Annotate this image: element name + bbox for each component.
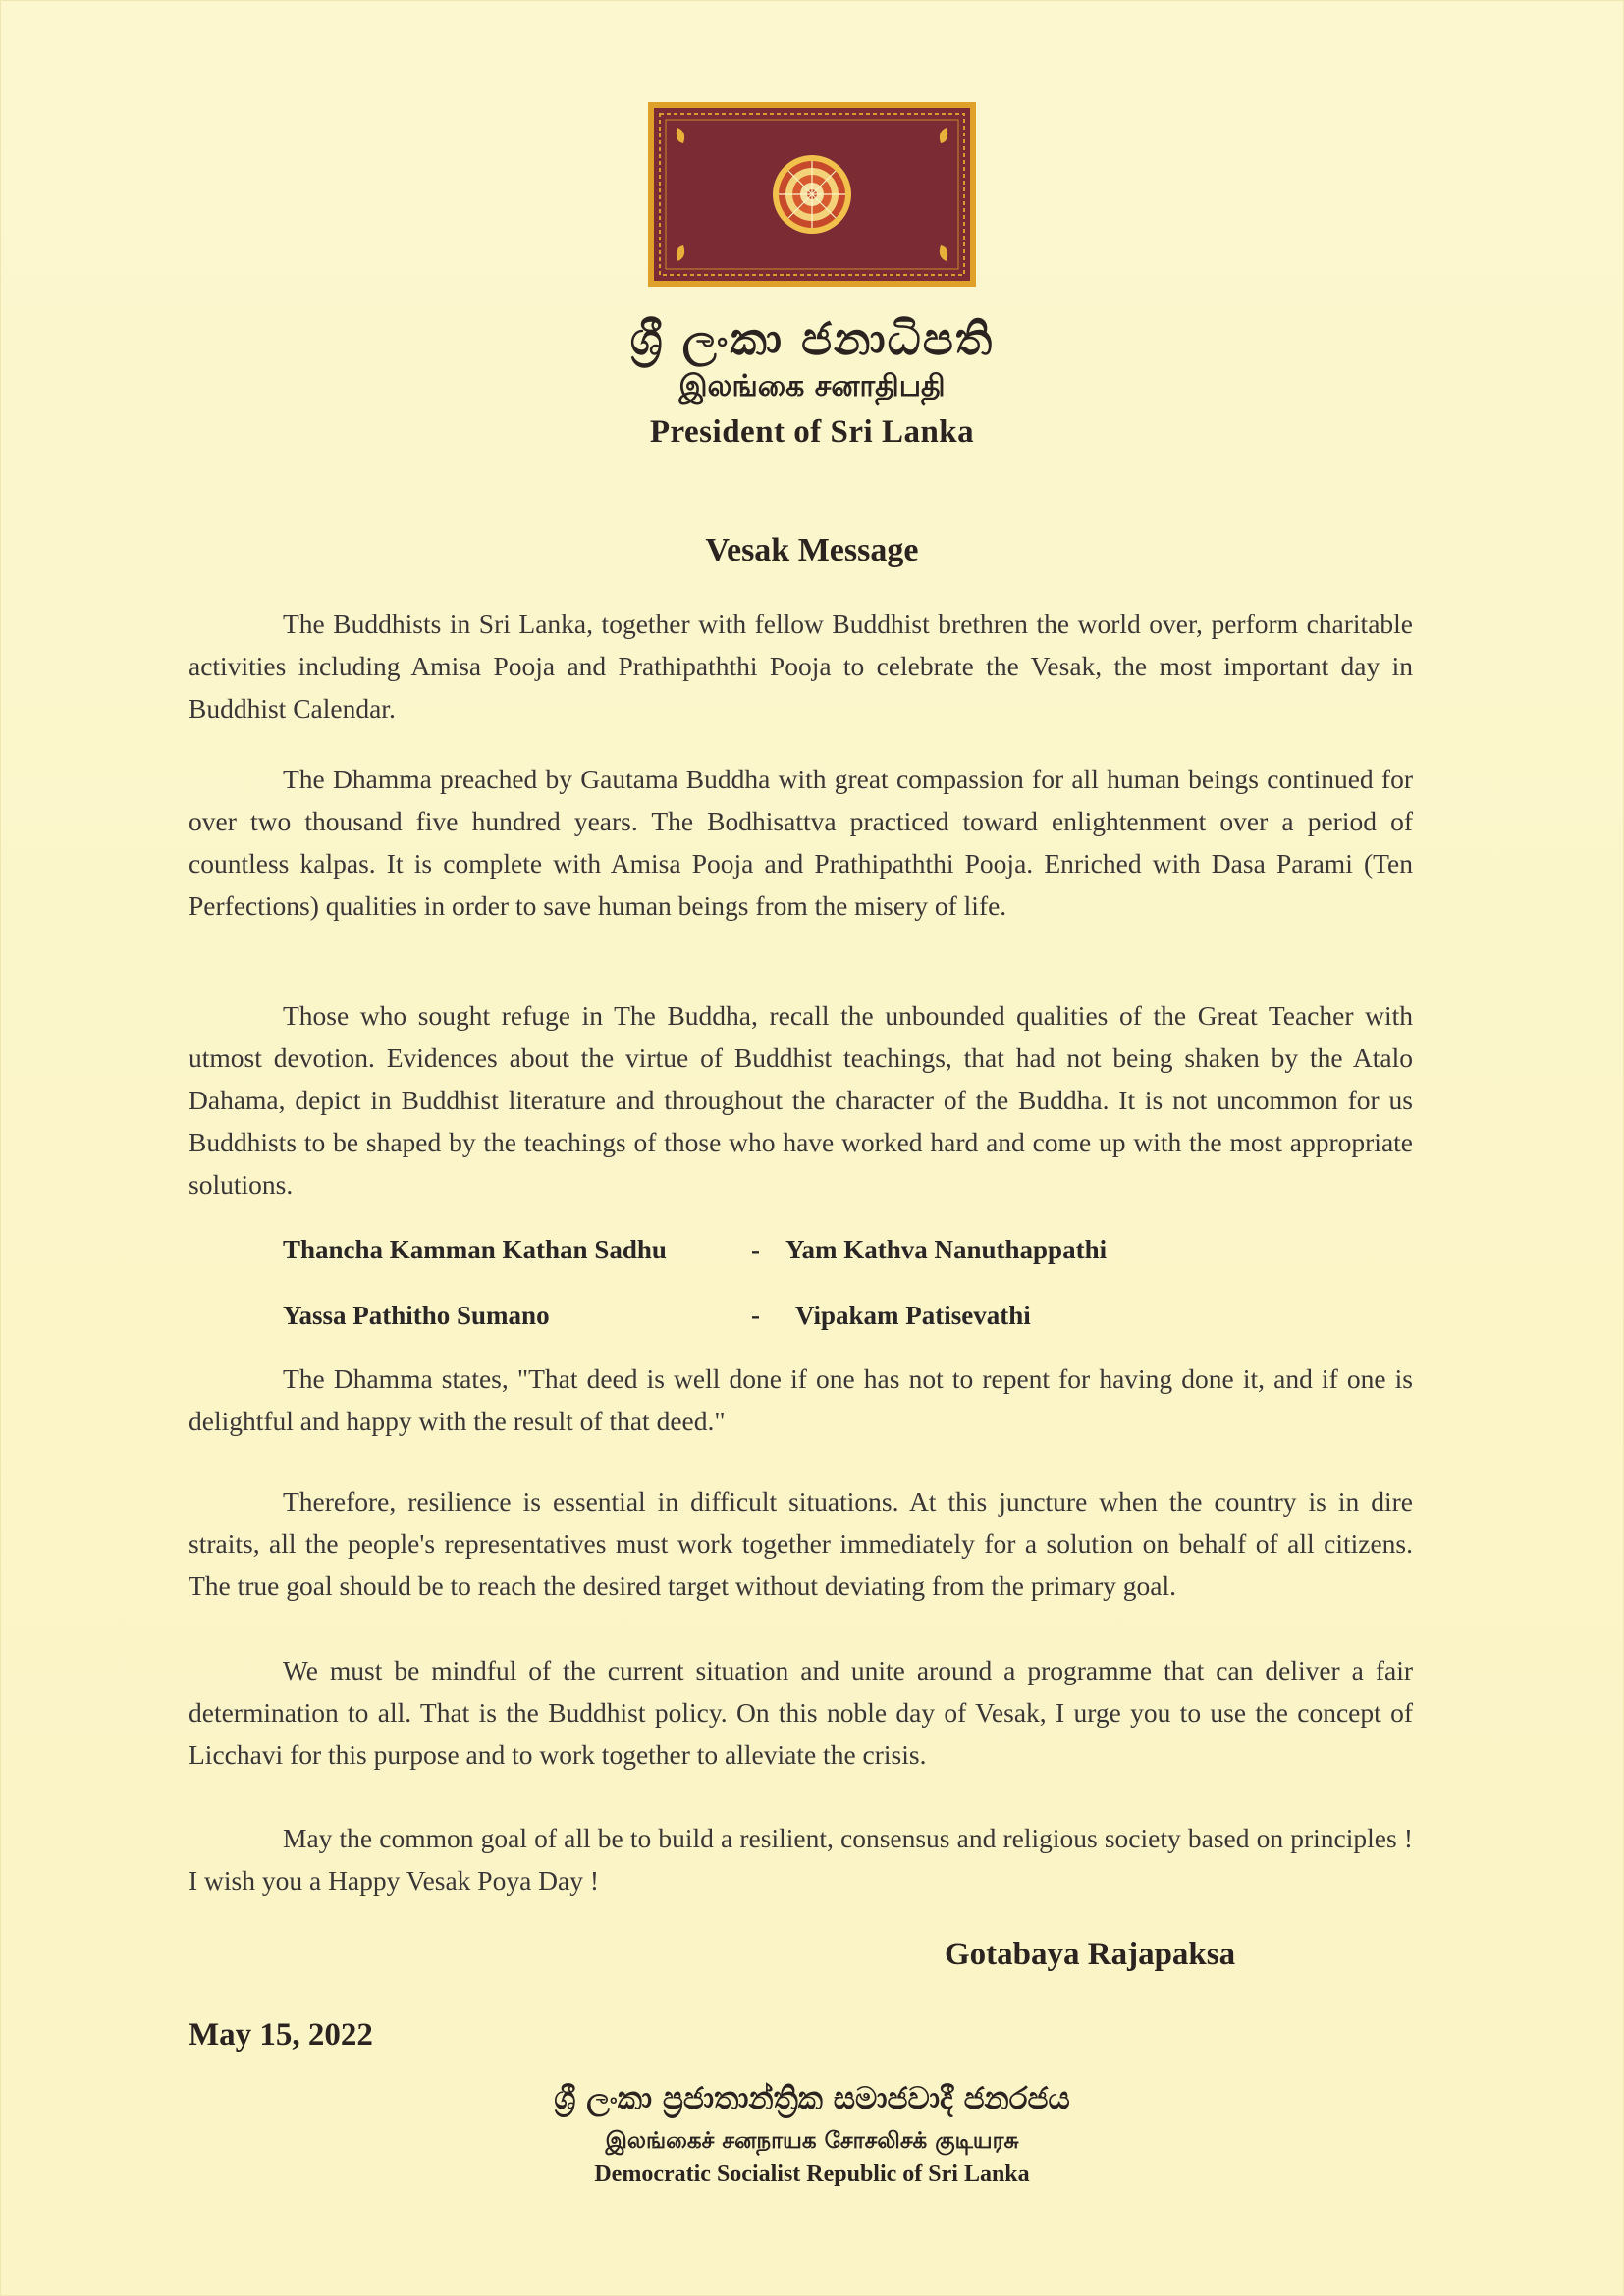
verse-line-1-right: Yam Kathva Nanuthappathi bbox=[785, 1235, 1108, 1264]
paragraph-4: The Dhamma states, "That deed is well done if one has not to repent for having done it, and if one is delightful and happy with the result of that deed." bbox=[189, 1363, 1413, 1436]
letterhead-sinhala: ශ්‍රී ලංකා ජනාධිපති bbox=[629, 312, 995, 365]
letterhead-english: President of Sri Lanka bbox=[649, 414, 975, 450]
paragraph-3: Those who sought refuge in The Buddha, recall the unbounded qualities of the Great Teacher with utmost devotion. Evidences about the virtue of Buddhist teachings, that had not being shaken by the Atalo Dahama, depict in Buddhist literature and throughout the character of the Buddha. It is not uncommon for us Buddhists to be shaped by the teachings of those who have worked hard and come up with the most appropriate solutions. bbox=[189, 1000, 1413, 1200]
letterhead-tamil: இலங்கை சனாதிபதி bbox=[678, 369, 946, 403]
message-title: Vesak Message bbox=[705, 532, 919, 568]
footer-english: Democratic Socialist Republic of Sri Lanka bbox=[594, 2162, 1030, 2187]
verse-line-2-dash: - bbox=[751, 1301, 760, 1330]
footer-sinhala: ශ්‍රී ලංකා ප්‍රජාතාන්ත්‍රික සමාජවාදී ජනරජය bbox=[554, 2081, 1070, 2116]
presidential-flag-emblem bbox=[648, 102, 976, 287]
verse-line-1-left: Thancha Kamman Kathan Sadhu bbox=[283, 1235, 667, 1264]
message-date: May 15, 2022 bbox=[189, 2017, 373, 2053]
verse-line-2-right: Vipakam Patisevathi bbox=[795, 1301, 1031, 1330]
paragraph-7: May the common goal of all be to build a resilient, consensus and religious society based on principles ! I wish you a Happy Vesak Poya Day ! bbox=[189, 1823, 1413, 1896]
footer-tamil: இலங்கைச் சனநாயக சோசலிசக் குடியரசு bbox=[605, 2128, 1019, 2154]
verse-line-1-dash: - bbox=[751, 1235, 760, 1264]
paragraph-5: Therefore, resilience is essential in difficult situations. At this juncture when the country is in dire straits, all the people's representatives must work together immediately for a solution on behalf of all citizens. The true goal should be to reach the desired target without deviating from the primary goal. bbox=[189, 1486, 1413, 1601]
paragraph-6: We must be mindful of the current situation and unite around a programme that can deliver a fair determination to all. That is the Buddhist policy. On this noble day of Vesak, I urge you to use the concept of Licchavi for this purpose and to work together to alleviate the crisis. bbox=[189, 1655, 1413, 1770]
paragraph-2: The Dhamma preached by Gautama Buddha with great compassion for all human beings continued for over two thousand five hundred years. The Bodhisattva practiced toward enlightenment over a period of countless kalpas. It is complete with Amisa Pooja and Prathipaththi Pooja. Enriched with Dasa Parami (Ten Perfections) qualities in order to save human beings from the misery of life. bbox=[189, 764, 1413, 921]
verse-line-2-left: Yassa Pathitho Sumano bbox=[283, 1301, 550, 1330]
paragraph-1: The Buddhists in Sri Lanka, together with fellow Buddhist brethren the world over, perform charitable activities including Amisa Pooja and Prathipaththi Pooja to celebrate the Vesak, the most important day in Buddhist Calendar. bbox=[189, 609, 1413, 723]
signatory-name: Gotabaya Rajapaksa bbox=[945, 1937, 1236, 1972]
